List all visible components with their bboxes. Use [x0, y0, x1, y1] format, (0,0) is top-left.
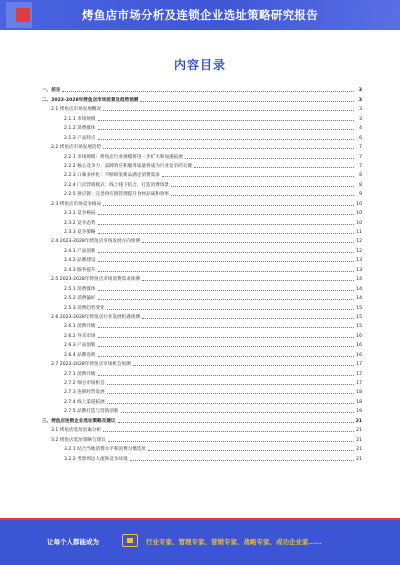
- toc-entry-text: 2.2.4 门店营销模式：线上线下结合，打造消费场景: [64, 182, 170, 188]
- toc-entry[interactable]: [42, 263, 362, 272]
- toc-leader-dots: [98, 372, 354, 376]
- toc-leader-dots: [98, 268, 354, 272]
- toc-entry[interactable]: [42, 188, 362, 197]
- toc-leader-dots: [103, 145, 354, 149]
- toc-entry[interactable]: [42, 160, 362, 169]
- toc-entry[interactable]: [42, 112, 362, 121]
- toc-entry[interactable]: [42, 178, 362, 187]
- toc-entry[interactable]: [42, 197, 362, 206]
- toc-entry[interactable]: [42, 311, 362, 320]
- toc-leader-dots: [148, 447, 354, 451]
- toc-title: 内容目录: [173, 58, 226, 72]
- toc-leader-dots: [98, 334, 354, 338]
- toc-page-number: 10: [356, 211, 362, 217]
- toc-page-number: 3: [358, 88, 362, 94]
- toc-page-number: 16: [356, 343, 362, 349]
- toc-leader-dots: [142, 239, 354, 243]
- toc-entry-text: 2.1.2 消费群体: [64, 126, 96, 132]
- toc-leader-dots: [103, 107, 354, 111]
- toc-entry[interactable]: [42, 329, 362, 338]
- toc-entry-text: 2.6.3 产品创新: [64, 343, 96, 349]
- toc-leader-dots: [142, 277, 354, 281]
- toc-entry-text: 3.1 烤鱼店选址因素分析: [51, 428, 102, 434]
- toc-page-number: 12: [356, 239, 362, 245]
- toc-entry-text: 2.5.3 消费趋势变化: [64, 305, 105, 311]
- toc-entry-text: 2.3.2 竞争态势: [64, 220, 96, 226]
- toc-entry[interactable]: [42, 377, 362, 386]
- toc-entry-text: 2.1.1 市场规模: [64, 116, 96, 122]
- toc-leader-dots: [121, 409, 355, 413]
- toc-entry[interactable]: [42, 103, 362, 112]
- toc-page-number: 7: [359, 154, 362, 160]
- toc-page-number: 19: [356, 409, 362, 415]
- toc-leader-dots: [107, 381, 354, 385]
- toc-page-number: 12: [356, 248, 362, 254]
- toc-leader-dots: [103, 202, 354, 206]
- toc-entry-text: 2.7.5 品牌打造与营销创新: [64, 409, 119, 415]
- toc-entry-text: 2.5.1 消费群体: [64, 286, 96, 292]
- toc-page-number: 4: [359, 126, 362, 132]
- toc-page-number: 14: [356, 286, 362, 292]
- header-title: 烤鱼店市场分析及连锁企业选址策略研究报告: [82, 8, 318, 22]
- toc-entry[interactable]: [42, 282, 362, 291]
- toc-leader-dots: [107, 306, 354, 310]
- toc-entry[interactable]: [42, 348, 362, 357]
- header-banner: [0, 0, 400, 30]
- toc-leader-dots: [98, 211, 354, 215]
- toc-entry-text: 2.1.3 产品特点: [64, 135, 96, 141]
- toc-entry-text: 2.7.3 连锁经营发展: [64, 390, 105, 396]
- toc-leader-dots: [162, 173, 354, 177]
- toc-entry-text: 2.4 2023-2028年烤鱼店市场发展方向预测: [51, 239, 140, 245]
- toc-entry-text: 2.2 烤鱼店市场发展趋势: [51, 145, 102, 151]
- toc-entry-text: 三、烤鱼店连锁企业选址策略及建议: [42, 418, 116, 424]
- toc-entry-text: 2.5.2 消费偏好: [64, 296, 96, 302]
- toc-entry-text: 3.2.1 结合当地消费水平和消费习惯选址: [64, 447, 147, 453]
- toc-page-number: 10: [356, 220, 362, 226]
- toc-page-number: 3: [359, 107, 362, 113]
- toc-page-number: 13: [356, 258, 362, 264]
- toc-entry[interactable]: [42, 273, 362, 282]
- toc-entry[interactable]: [42, 226, 362, 235]
- toc-entry-text: 2.7 2023-2028年烤鱼店市场机会预测: [51, 362, 131, 368]
- toc-page-number: 17: [356, 381, 362, 386]
- toc-leader-dots: [171, 192, 354, 196]
- toc-leader-dots: [194, 164, 354, 168]
- toc-page-number: 21: [356, 447, 362, 453]
- toc-page-number: 17: [356, 371, 362, 377]
- toc-entry-text: 2.4.1 产品创新: [64, 248, 96, 254]
- toc-entry[interactable]: [42, 367, 362, 376]
- toc-page-number: 9: [359, 192, 362, 198]
- toc-entry[interactable]: [42, 292, 362, 301]
- toc-entry-text: 2.6.1 消费升级: [64, 324, 96, 330]
- toc-entry[interactable]: [42, 301, 362, 310]
- toc-leader-dots: [98, 221, 354, 225]
- toc-leader-dots: [142, 315, 354, 319]
- toc-page-number: 3: [359, 116, 362, 122]
- toc-page-number: 16: [356, 333, 362, 339]
- toc-leader-dots: [98, 353, 354, 357]
- toc-leader-dots: [98, 343, 354, 347]
- toc-entry-text: 2.7.4 线上渠道拓展: [64, 399, 105, 405]
- toc-entry[interactable]: [42, 405, 362, 414]
- footer-arrow-icon: [122, 534, 138, 547]
- toc-page-number: 14: [356, 296, 362, 302]
- toc-page-number: 7: [359, 145, 362, 151]
- toc-page-number: 3: [358, 97, 362, 103]
- toc-entry[interactable]: [42, 452, 362, 461]
- footer-banner: [0, 520, 400, 565]
- toc-entry-text: 一、前言: [42, 88, 61, 94]
- toc-entry-text: 2.2.5 供应链：完善供应链管理提升食材品质和效率: [64, 192, 170, 198]
- toc-page-number: 15: [356, 314, 362, 320]
- toc-entry[interactable]: [42, 414, 362, 423]
- toc-page-number: 17: [356, 362, 362, 368]
- toc-leader-dots: [130, 457, 354, 461]
- toc-leader-dots: [118, 419, 354, 423]
- toc-entry-text: 2.2.3 口味多样化：不断研发新品满足消费需求: [64, 173, 160, 179]
- toc-entry-text: 2.3.1 竞争格局: [64, 211, 96, 217]
- toc-leader-dots: [103, 428, 354, 432]
- toc-entry-text: 2.3 烤鱼店市场竞争格局: [51, 201, 102, 207]
- toc-entry[interactable]: [42, 84, 362, 93]
- toc-entry-text: 二、2023-2028年烤鱼店市场前景及趋势预测: [42, 97, 139, 103]
- toc-leader-dots: [62, 88, 354, 92]
- toc-page-number: 15: [356, 324, 362, 330]
- toc-leader-dots: [171, 183, 354, 187]
- footer-right-text: 行业专家、管理专家、营销专家、战略专家、成功企业家……: [146, 538, 322, 546]
- footer-left-text: 让每个人都能成为: [47, 538, 99, 546]
- header-decor-square-red: [16, 8, 30, 22]
- toc-entry-text: 2.2.1 市场规模：烤鱼店行业规模将进一步扩大和加速拓展: [64, 154, 183, 160]
- toc-entry[interactable]: [42, 320, 362, 329]
- toc-page-number: 7: [359, 163, 362, 169]
- toc-page-number: 21: [356, 456, 362, 462]
- toc-leader-dots: [98, 258, 354, 262]
- toc-entry[interactable]: [42, 386, 362, 395]
- toc-leader-dots: [98, 296, 354, 300]
- toc-leader-dots: [107, 400, 354, 404]
- toc-entry-text: 2.3.3 竞争策略: [64, 230, 96, 235]
- toc-entry[interactable]: [42, 244, 362, 253]
- toc-leader-dots: [108, 438, 354, 442]
- toc-page-number: 16: [356, 352, 362, 358]
- toc-entry[interactable]: [42, 141, 362, 150]
- toc-entry-text: 2.7.2 细分市场机会: [64, 381, 105, 386]
- toc-page-number: 15: [356, 305, 362, 311]
- toc-page-number: 21: [356, 428, 362, 434]
- toc-entry[interactable]: [42, 93, 362, 102]
- toc-entry[interactable]: [42, 358, 362, 367]
- toc-entry-text: 2.6.2 外卖市场: [64, 333, 96, 339]
- toc-entry[interactable]: [42, 395, 362, 404]
- toc-page-number: 8: [359, 182, 362, 188]
- toc-entry-text: 2.4.3 服务提升: [64, 267, 96, 273]
- toc-page-number: 13: [356, 267, 362, 273]
- toc-page-number: 6: [359, 135, 362, 141]
- toc-entry[interactable]: [42, 131, 362, 140]
- toc-page-number: 18: [356, 390, 362, 396]
- toc-entry[interactable]: [42, 150, 362, 159]
- toc-leader-dots: [107, 390, 354, 394]
- toc-page-number: 8: [359, 173, 362, 179]
- toc-leader-dots: [185, 155, 354, 159]
- toc-entry[interactable]: [42, 207, 362, 216]
- toc-page-number: 11: [356, 230, 362, 235]
- toc-leader-dots: [133, 362, 354, 366]
- toc-entry[interactable]: [42, 216, 362, 225]
- toc-leader-dots: [98, 117, 354, 121]
- toc-entry[interactable]: [42, 339, 362, 348]
- toc-entry[interactable]: [42, 433, 362, 442]
- toc-entry-text: 2.6.4 品牌连锁: [64, 352, 96, 358]
- toc-leader-dots: [98, 324, 354, 328]
- toc-leader-dots: [98, 287, 354, 291]
- toc-leader-dots: [140, 98, 354, 102]
- toc-entry[interactable]: [42, 169, 362, 178]
- toc-leader-dots: [98, 230, 354, 234]
- toc-entry-text: 2.2.2 核心竞争力：品牌效应和服务质量将成为行业竞争的关键: [64, 163, 192, 169]
- toc-page-number: 10: [356, 201, 362, 207]
- toc-entry-text: 2.7.1 消费升级: [64, 371, 96, 377]
- toc-entry[interactable]: [42, 424, 362, 433]
- toc-entry-text: 3.2.2 考察周边人流和竞争环境: [64, 456, 128, 462]
- toc-entry-text: 2.1 烤鱼店市场发展概况: [51, 107, 102, 113]
- toc-page-number: 14: [356, 277, 362, 283]
- toc-list: [42, 84, 362, 462]
- toc-entry[interactable]: [42, 122, 362, 131]
- toc-page-number: 21: [356, 437, 362, 443]
- toc-entry-text: 3.2 烤鱼店选址策略与建议: [51, 437, 106, 443]
- toc-leader-dots: [98, 126, 354, 130]
- toc-leader-dots: [98, 249, 354, 253]
- toc-entry-text: 2.5 2023-2028年烤鱼店市场消费需求预测: [51, 277, 140, 283]
- toc-entry-text: 2.4.2 品牌建设: [64, 258, 96, 264]
- toc-entry[interactable]: [42, 443, 362, 452]
- toc-entry-text: 2.6 2023-2028年烤鱼店行业发展机遇预测: [51, 314, 140, 320]
- toc-leader-dots: [98, 136, 354, 140]
- toc-entry[interactable]: [42, 235, 362, 244]
- toc-entry[interactable]: [42, 254, 362, 263]
- toc-page-number: 18: [356, 399, 362, 405]
- toc-page-number: 21: [355, 418, 362, 424]
